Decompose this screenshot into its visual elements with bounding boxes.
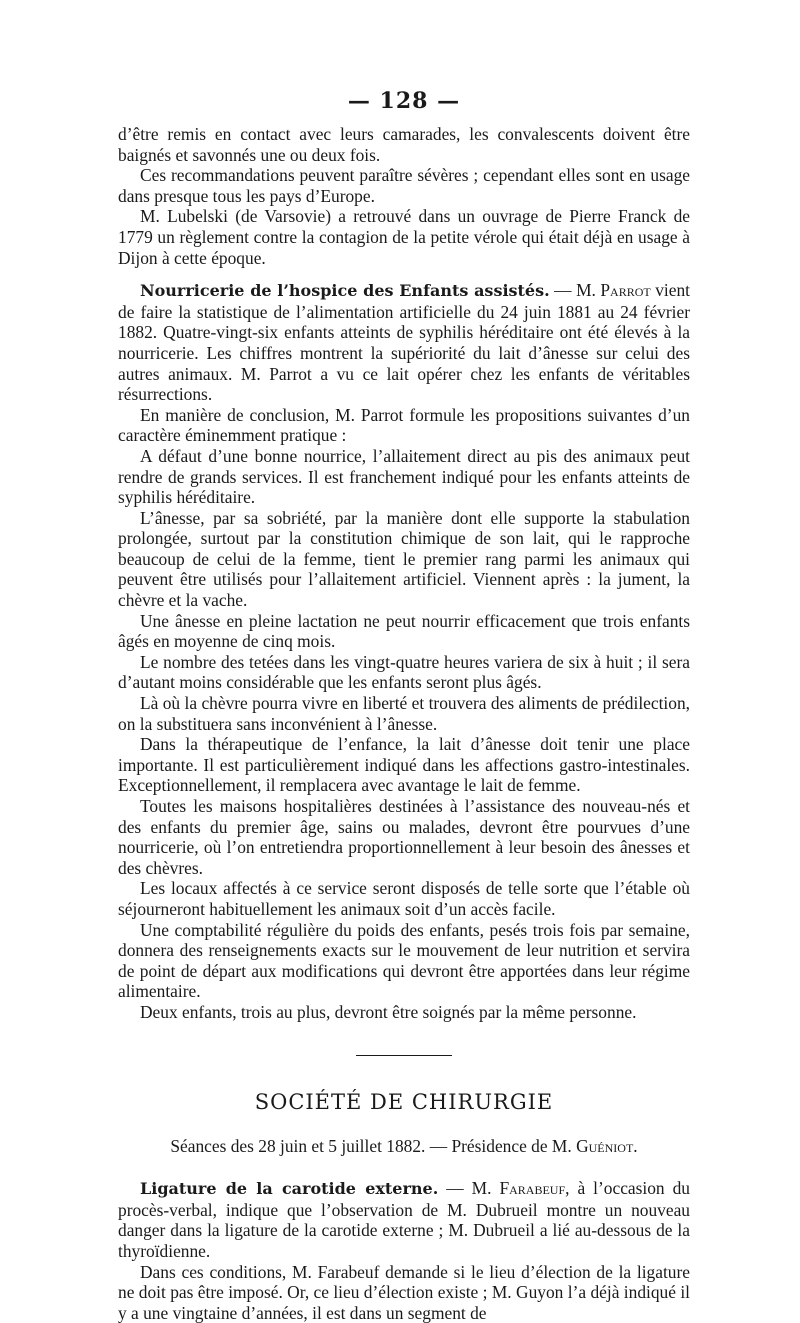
paragraph: Le nombre des tetées dans les vingt-quatre heures variera de six à huit ; il sera d’autant moins considérable que les enfants seront plus âgés. — [118, 652, 690, 693]
paragraph: Dans ces conditions, M. Farabeuf demande si le lieu d’élection de la ligature ne doit pas être imposé. Or, ce lieu d’élection existe ; M. Guyon l’a déjà indiqué il y a une vingtaine d’années, il est dans un segment de — [118, 1262, 690, 1323]
author-name: Parrot — [600, 280, 650, 300]
paragraph: En manière de conclusion, M. Parrot formule les propositions suivantes d’un caractère éminemment pratique : — [118, 405, 690, 446]
paragraph: M. Lubelski (de Varsovie) a retrouvé dans un ouvrage de Pierre Franck de 1779 un règlement contre la contagion de la petite vérole qui était déjà en usage à Dijon à cette époque. — [118, 206, 690, 268]
paragraph — [118, 280, 690, 405]
paragraph: Les locaux affectés à ce service seront disposés de telle sorte que l’étable où séjourneront habituellement les animaux soit d’un accès facile. — [118, 878, 690, 919]
paragraph-text: , à l’occasion du procès-verbal, indique que l’observation de M. Dubrueil montre un nouveau danger dans la ligature de la carotide externe ; M. Dubrueil a lié au-dessous de la thyroïdienne. — [118, 1178, 690, 1261]
section-heading: Ligature de la carotide externe. — [140, 1179, 438, 1198]
paragraph: Dans la thérapeutique de l’enfance, la lait d’ânesse doit tenir une place importante. Il est particulièrement indiqué dans les affections gastro-intestinales. Exceptionnellement, il remplacera avec avantage le lait de femme. — [118, 734, 690, 796]
paragraph: d’être remis en contact avec leurs camarades, les convalescents doivent être baignés et savonnés une ou deux fois. — [118, 124, 690, 165]
seances-line — [118, 1136, 690, 1157]
paragraph: Une comptabilité régulière du poids des enfants, pesés trois fois par semaine, donnera des renseignements exacts sur le mouvement de leur nutrition et servira de point de départ aux modifications qui devront être apportées dans leur régime alimentaire. — [118, 920, 690, 1002]
paragraph: L’ânesse, par sa sobriété, par la manière dont elle supporte la stabulation prolongée, surtout par la constitution chimique de son lait, qui le rapproche beaucoup de celui de la femme, tient le premier rang parmi les animaux qui peuvent être utilisés pour l’allaitement artificiel. Viennent après : la jument, la chèvre et la vache. — [118, 508, 690, 611]
lead-dash: — M. — [438, 1178, 499, 1198]
lead-dash: — M. — [550, 280, 601, 300]
section-carotide — [118, 1178, 690, 1323]
paragraph-text: vient de faire la statistique de l’alimentation artificielle du 24 juin 1881 au 24 février 1882. Quatre-vingt-six enfants atteints de syphilis héréditaire ont été élevés à la nourricerie. Les chiffres montrent la supériorité du lait d’ânesse sur celui des autres animaux. M. Parrot a vu ce lait opérer chez les enfants de véritables résurrections. — [118, 280, 690, 404]
paragraph — [118, 1178, 690, 1261]
paragraph: Là où la chèvre pourra vivre en liberté et trouvera des aliments de prédilection, on la substituera sans inconvénient à l’ânesse. — [118, 693, 690, 734]
seances-end: . — [633, 1136, 637, 1156]
author-name: Farabeuf — [499, 1178, 565, 1198]
page-number: — 128 — — [118, 88, 690, 114]
paragraph: Une ânesse en pleine lactation ne peut nourrir efficacement que trois enfants âgés en moyenne de cinq mois. — [118, 611, 690, 652]
section-heading: Nourricerie de l’hospice des Enfants assistés. — [140, 281, 550, 300]
paragraph: Ces recommandations peuvent paraître sévères ; cependant elles sont en usage dans presque tous les pays d’Europe. — [118, 165, 690, 206]
society-title: SOCIÉTÉ DE CHIRURGIE — [118, 1090, 690, 1114]
section-divider — [356, 1055, 452, 1056]
paragraph: A défaut d’une bonne nourrice, l’allaitement direct au pis des animaux peut rendre de grands services. Il est franchement indiqué pour les enfants atteints de syphilis héréditaire. — [118, 446, 690, 508]
president-name: Guéniot — [576, 1136, 633, 1156]
section-nourricerie — [118, 280, 690, 1022]
paragraph: Toutes les maisons hospitalières destinées à l’assistance des nouveau-nés et des enfants du premier âge, sains ou malades, devront être pourvues d’une nourricerie, où l’on entretiendra proportionnellement à leur besoin des ânesses et des chèvres. — [118, 796, 690, 878]
paragraph: Deux enfants, trois au plus, devront être soignés par la même personne. — [118, 1002, 690, 1023]
seances-text: Séances des 28 juin et 5 juillet 1882. — Présidence de M. — [170, 1136, 576, 1156]
